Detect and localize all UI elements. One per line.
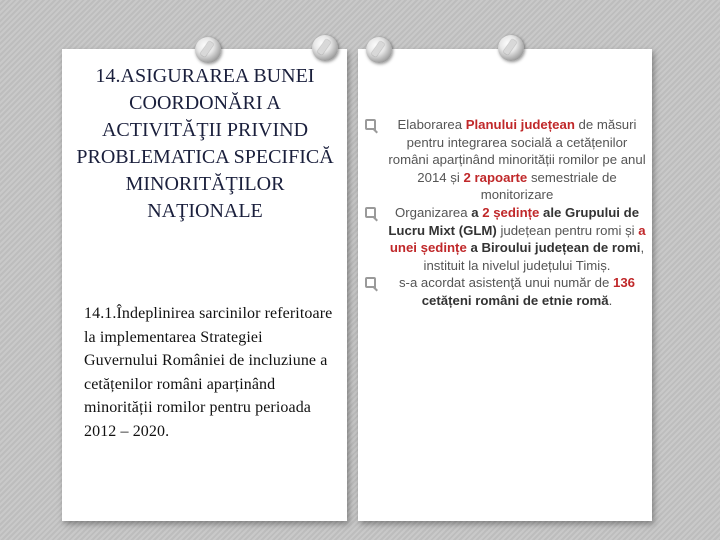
section-subtitle: 14.1.Îndeplinirea sarcinilor referitoare la implementarea Strategiei Guvernului României de incluziune a cetățenilor români aparținând minorității romilor pentru perioada 2012 – 2020. (84, 305, 333, 440)
pushpin-icon (195, 37, 221, 63)
list-item: s-a acordat asistenţă unui număr de 136 cetățeni români de etnie romă. (358, 274, 652, 309)
pushpin-icon (498, 35, 524, 61)
bullet-list (358, 116, 652, 310)
list-item: Elaborarea Planului județean de măsuri pentru integrarea socială a cetățenilor români aparținând minorității romilor pe anul 2014 și 2 rapoarte semestriale de monitorizare (358, 116, 652, 204)
q-square-bullet-icon (365, 277, 376, 288)
q-square-bullet-icon (365, 207, 376, 218)
pushpin-icon (312, 35, 338, 61)
left-note-card (62, 49, 347, 521)
pushpin-icon (366, 37, 392, 63)
section-title: 14.ASIGURAREA BUNEI COORDONĂRI A ACTIVITĂŢII PRIVIND PROBLEMATICA SPECIFICĂ MINORITĂŢILOR NAŢIONALE (76, 65, 334, 222)
q-square-bullet-icon (365, 119, 376, 130)
list-item: Organizarea a 2 ședințe ale Grupului de Lucru Mixt (GLM) județean pentru romi și a unei ședințe a Biroului județean de romi, instituit la nivelul județului Timiș. (358, 204, 652, 274)
right-note-card (358, 49, 652, 521)
